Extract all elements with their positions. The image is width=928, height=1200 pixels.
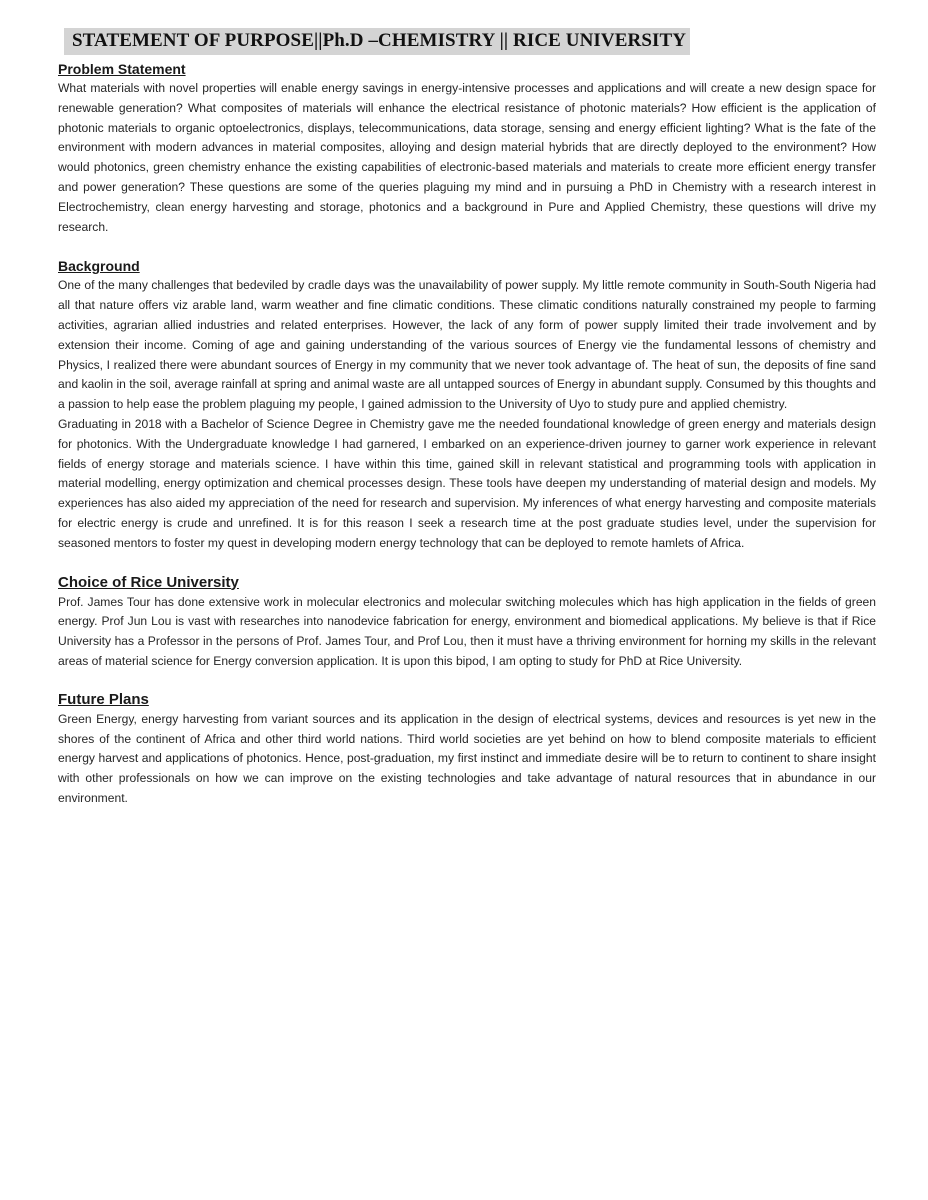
paragraph: What materials with novel properties will enable energy savings in energy-intensive processes and applications and will create a new design space for renewable generation? What composites of materials will enhance the electrical resistance of photonic materials? How efficient is the application of photonic materials to organic optoelectronics, displays, telecommunications, data storage, sensing and energy efficient lighting? What is the fate of the environment with modern advances in material composites, alloying and design material hybrids that are directly deployed to the environment? How would photonics, green chemistry enhance the existing capabilities of electronic-based materials and materials to create more efficient energy transfer and power generation? These questions are some of the queries plaguing my mind and in pursuing a PhD in Chemistry with a research interest in Electrochemistry, clean energy harvesting and storage, photonics and a background in Pure and Applied Chemistry, these questions will drive my research. — [58, 81, 876, 234]
section-future-plans — [58, 690, 876, 809]
paragraph: Green Energy, energy harvesting from variant sources and its application in the design of electrical systems, devices and resources is yet new in the shores of the continent of Africa and other third world nations. Third world societies are yet behind on how to blend composite materials to efficient energy harvest and applications of photonics. Hence, post-graduation, my first instinct and immediate desire will be to return to continent to share insight with other professionals on how we can improve on the existing technologies and take advantage of natural resources that in abundance in our environment. — [58, 711, 876, 805]
paragraph: One of the many challenges that bedeviled by cradle days was the unavailability of power supply. My little remote community in South-South Nigeria had all that nature offers viz arable land, warm weather and fine climatic conditions. These climatic conditions naturally constrained my people to farming activities, agrarian allied industries and related enterprises. However, the lack of any form of power supply limited their trade involvement and by extension their income. Coming of age and gaining understanding of the various sources of Energy vie the fundamental lessons of chemistry and Physics, I realized there were abundant sources of Energy in my community that we never took advantage of. The heat of sun, the deposits of fine sand and kaolin in the soil, average rainfall at spring and animal waste are all untapped sources of Energy in abundant supply. Consumed by this thoughts and a passion to help ease the problem plaguing my people, I gained admission to the University of Uyo to study pure and applied chemistry. — [58, 278, 876, 412]
paragraph: Prof. James Tour has done extensive work in molecular electronics and molecular switching molecules which has high application in the fields of green energy. Prof Jun Lou is vast with researches into nanodevice fabrication for energy, environment and biomedical applications. My believe is that if Rice University has a Professor in the persons of Prof. James Tour, and Prof Lou, then it must have a thriving environment for horning my skills in the relevant areas of material science for Energy conversion application. It is upon this bipod, I am opting to study for PhD at Rice University. — [58, 594, 876, 668]
section-problem-statement — [58, 59, 876, 237]
section-heading: Background — [58, 258, 140, 275]
section-heading: Problem Statement — [58, 61, 186, 77]
section-choice-of-rice — [58, 573, 876, 672]
section-heading: Choice of Rice University — [58, 573, 239, 591]
section-heading: Future Plans — [58, 690, 149, 708]
document-title: STATEMENT OF PURPOSE||Ph.D –CHEMISTRY || RICE UNIVERSITY — [64, 28, 690, 55]
section-background — [58, 256, 876, 553]
paragraph: Graduating in 2018 with a Bachelor of Science Degree in Chemistry gave me the needed foundational knowledge of green energy and materials design for photonics. With the Undergraduate knowledge I had garnered, I embarked on an experience-driven journey to garner work experience in relevant fields of energy storage and materials science. I have within this time, gained skill in relevant statistical and programming tools with application in material modelling, energy optimization and chemical processes design. These tools have deepen my understanding of material design and models. My experiences has also aided my appreciation of the need for research and supervision. My inferences of what energy harvesting and composite materials for electric energy is crude and unrefined. It is for this reason I seek a research time at the post graduate studies level, under the supervision for seasoned mentors to foster my quest in developing modern energy technology that can be deployed to remote hamlets of Africa. — [58, 416, 876, 550]
